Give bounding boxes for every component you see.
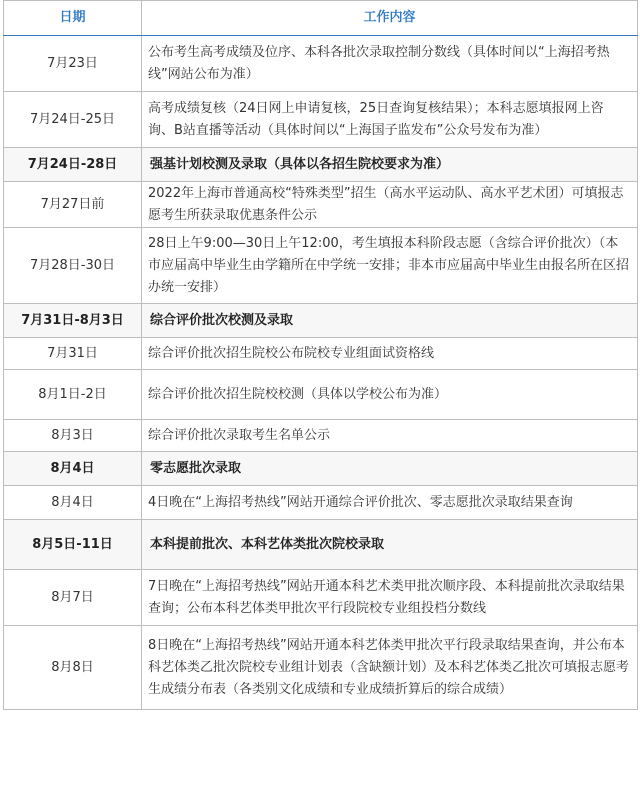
date-cell: 8月1日-2日 [4, 370, 142, 420]
content-cell: 综合评价批次招生院校公布院校专业组面试资格线 [142, 338, 638, 370]
table-row [4, 626, 638, 710]
table-row [4, 92, 638, 148]
date-cell: 8月4日 [4, 452, 142, 486]
date-cell: 7月28日-30日 [4, 228, 142, 304]
date-cell: 8月4日 [4, 486, 142, 520]
table-row-section [4, 520, 638, 570]
date-cell: 7月23日 [4, 36, 142, 92]
table-header-row [4, 1, 638, 36]
table-row [4, 370, 638, 420]
date-cell: 8月8日 [4, 626, 142, 710]
date-cell: 8月3日 [4, 420, 142, 452]
content-cell: 公布考生高考成绩及位序、本科各批次录取控制分数线（具体时间以“上海招考热线”网站公布为准） [142, 36, 638, 92]
table-row-section [4, 304, 638, 338]
date-cell: 7月31日 [4, 338, 142, 370]
table-row-section [4, 452, 638, 486]
date-cell: 7月31日-8月3日 [4, 304, 142, 338]
header-content: 工作内容 [142, 1, 638, 36]
content-cell: 综合评价批次招生院校校测（具体以学校公布为准） [142, 370, 638, 420]
date-cell: 7月27日前 [4, 182, 142, 228]
content-cell: 零志愿批次录取 [142, 452, 638, 486]
table-row [4, 420, 638, 452]
content-cell: 综合评价批次校测及录取 [142, 304, 638, 338]
content-cell: 高考成绩复核（24日网上申请复核，25日查询复核结果）；本科志愿填报网上咨询、B站直播等活动（具体时间以“上海国子监发布”公众号发布为准） [142, 92, 638, 148]
table-row [4, 36, 638, 92]
header-date: 日期 [4, 1, 142, 36]
table-row [4, 338, 638, 370]
content-cell: 7日晚在“上海招考热线”网站开通本科艺术类甲批次顺序段、本科提前批次录取结果查询；公布本科艺体类甲批次平行段院校专业组投档分数线 [142, 570, 638, 626]
table-row [4, 486, 638, 520]
table-row [4, 228, 638, 304]
content-cell: 本科提前批次、本科艺体类批次院校录取 [142, 520, 638, 570]
table-row-section [4, 148, 638, 182]
content-cell: 强基计划校测及录取（具体以各招生院校要求为准） [142, 148, 638, 182]
date-cell: 7月24日-25日 [4, 92, 142, 148]
content-cell: 28日上午9:00—30日上午12:00，考生填报本科阶段志愿（含综合评价批次）（本市应届高中毕业生由学籍所在中学统一安排；非本市应届高中毕业生由报名所在区招办统一安排） [142, 228, 638, 304]
content-cell: 4日晚在“上海招考热线”网站开通综合评价批次、零志愿批次录取结果查询 [142, 486, 638, 520]
date-cell: 8月7日 [4, 570, 142, 626]
table-row [4, 182, 638, 228]
content-cell: 8日晚在“上海招考热线”网站开通本科艺体类甲批次平行段录取结果查询，并公布本科艺体类乙批次院校专业组计划表（含缺额计划）及本科艺体类乙批次可填报志愿考生成绩分布表（各类别文化成绩和专业成绩折算后的综合成绩） [142, 626, 638, 710]
content-cell: 综合评价批次录取考生名单公示 [142, 420, 638, 452]
date-cell: 8月5日-11日 [4, 520, 142, 570]
content-cell: 2022年上海市普通高校“特殊类型”招生（高水平运动队、高水平艺术团）可填报志愿考生所获录取优惠条件公示 [142, 182, 638, 228]
date-cell: 7月24日-28日 [4, 148, 142, 182]
admission-schedule-table [3, 0, 638, 710]
table-row [4, 570, 638, 626]
